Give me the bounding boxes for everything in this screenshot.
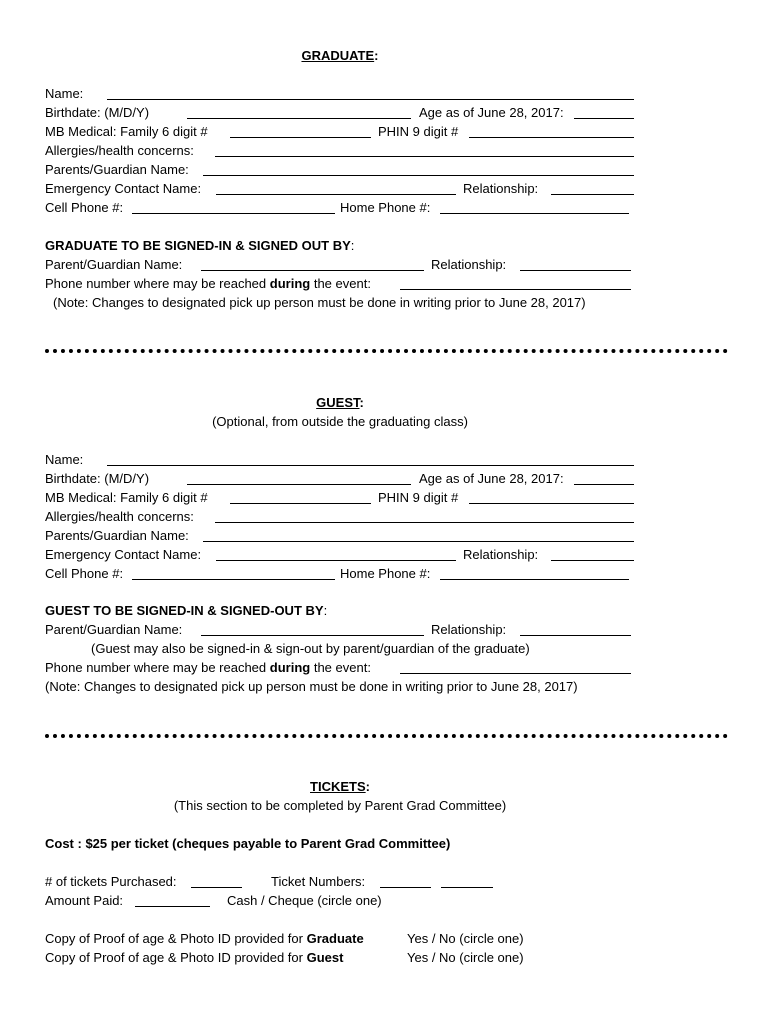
tickets-proof-guest-row [45, 948, 635, 967]
graduate-allergies-field[interactable] [215, 141, 634, 157]
graduate-fields [45, 84, 635, 217]
tickets-number-field-1[interactable] [380, 872, 431, 888]
tickets-section [45, 777, 635, 815]
tickets-subtitle-row [45, 796, 635, 815]
graduate-phin-field[interactable] [469, 122, 634, 138]
guest-relationship-field[interactable] [551, 545, 634, 561]
guest-signin-parent-row [45, 620, 635, 639]
graduate-birthdate-label: Birthdate: (M/D/Y) [45, 105, 150, 120]
graduate-home-field[interactable] [440, 198, 629, 214]
tickets-subtitle: (This section to be completed by Parent Grad Committee) [173, 798, 507, 813]
guest-emergency-label: Emergency Contact Name: [45, 547, 202, 562]
tickets-proof-guest-label: Copy of Proof of age & Photo ID provided for Guest [45, 950, 344, 965]
graduate-signin-parent-row [45, 255, 635, 274]
graduate-allergies-label: Allergies/health concerns: [45, 143, 194, 158]
graduate-signin-phone-label: Phone number where may be reached during the event: [45, 276, 371, 291]
tickets-proof-graduate-label: Copy of Proof of age & Photo ID provided for Graduate [45, 931, 364, 946]
guest-medical-label: MB Medical: Family 6 digit # [45, 490, 208, 505]
tickets-amount-row [45, 891, 635, 910]
guest-signin-relationship-label: Relationship: [431, 622, 507, 637]
tickets-heading-row: TICKETS: [310, 779, 370, 794]
guest-fields [45, 450, 635, 583]
graduate-emergency-row [45, 179, 635, 198]
guest-heading: GUEST [316, 395, 360, 410]
tickets-heading: TICKETS [310, 779, 366, 794]
guest-parents-row [45, 526, 635, 545]
graduate-signin-parent-label: Parent/Guardian Name: [45, 257, 183, 272]
guest-signin-phone-row [45, 658, 635, 677]
guest-age-field[interactable] [574, 469, 634, 485]
guest-medical-row [45, 488, 635, 507]
guest-phin-field[interactable] [469, 488, 634, 504]
graduate-allergies-row [45, 141, 635, 160]
guest-signin-note: (Note: Changes to designated pick up person must be done in writing prior to June 28, 2017) [45, 679, 578, 694]
graduate-cell-label: Cell Phone #: [45, 200, 124, 215]
guest-name-field[interactable] [107, 450, 634, 466]
graduate-parents-row [45, 160, 635, 179]
graduate-signin-note: (Note: Changes to designated pick up person must be done in writing prior to June 28, 2017) [53, 295, 586, 310]
guest-medical-field[interactable] [230, 488, 371, 504]
tickets-cost [45, 834, 635, 853]
tickets-purchased-field[interactable] [191, 872, 242, 888]
tickets-proof-graduate-yes-no[interactable]: Yes / No (circle one) [407, 931, 524, 946]
guest-name-row [45, 450, 635, 469]
graduate-age-field[interactable] [574, 103, 634, 119]
tickets-proof [45, 929, 635, 967]
guest-birthdate-label: Birthdate: (M/D/Y) [45, 471, 150, 486]
graduate-signin-phone-field[interactable] [400, 274, 631, 290]
graduate-heading: GRADUATE [301, 48, 375, 63]
graduate-signin-relationship-field[interactable] [520, 255, 631, 271]
tickets-amount-field[interactable] [135, 891, 210, 907]
graduate-medical-field[interactable] [230, 122, 371, 138]
tickets-proof-graduate-row [45, 929, 635, 948]
graduate-name-label: Name: [45, 86, 84, 101]
guest-cell-label: Cell Phone #: [45, 566, 124, 581]
graduate-signin-heading: GRADUATE TO BE SIGNED-IN & SIGNED OUT BY: [45, 238, 355, 253]
graduate-name-row [45, 84, 635, 103]
guest-signin-heading: GUEST TO BE SIGNED-IN & SIGNED-OUT BY: [45, 603, 328, 618]
graduate-name-field[interactable] [107, 84, 634, 100]
guest-section [45, 393, 635, 431]
guest-signin-section [45, 601, 635, 696]
guest-signin-relationship-field[interactable] [520, 620, 631, 636]
guest-signin-note-row [45, 677, 635, 696]
guest-subtitle-row [45, 412, 635, 431]
graduate-age-label: Age as of June 28, 2017: [419, 105, 564, 120]
guest-birthdate-row [45, 469, 635, 488]
guest-phone-row [45, 564, 635, 583]
guest-parents-field[interactable] [203, 526, 634, 542]
graduate-home-label: Home Phone #: [340, 200, 431, 215]
graduate-cell-field[interactable] [132, 198, 335, 214]
guest-age-label: Age as of June 28, 2017: [419, 471, 564, 486]
graduate-emergency-label: Emergency Contact Name: [45, 181, 202, 196]
tickets-amount-label: Amount Paid: [45, 893, 124, 908]
guest-signin-guest-note-row [45, 639, 635, 658]
guest-signin-phone-field[interactable] [400, 658, 631, 674]
guest-home-label: Home Phone #: [340, 566, 431, 581]
guest-parents-label: Parents/Guardian Name: [45, 528, 189, 543]
guest-allergies-field[interactable] [215, 507, 634, 523]
graduate-heading-row: GRADUATE: [301, 48, 379, 63]
tickets-numbers-label: Ticket Numbers: [271, 874, 366, 889]
guest-birthdate-field[interactable] [187, 469, 411, 485]
tickets-purchased-label: # of tickets Purchased: [45, 874, 177, 889]
guest-emergency-row [45, 545, 635, 564]
graduate-phin-label: PHIN 9 digit # [378, 124, 459, 139]
tickets-cost-text: Cost : $25 per ticket (cheques payable to Parent Grad Committee) [45, 836, 451, 851]
guest-phin-label: PHIN 9 digit # [378, 490, 459, 505]
graduate-signin-relationship-label: Relationship: [431, 257, 507, 272]
section-divider [45, 349, 728, 353]
guest-allergies-row [45, 507, 635, 526]
graduate-parents-field[interactable] [203, 160, 634, 176]
graduate-medical-label: MB Medical: Family 6 digit # [45, 124, 208, 139]
tickets-purchase [45, 872, 635, 910]
tickets-cash-cheque[interactable]: Cash / Cheque (circle one) [227, 893, 382, 908]
graduate-emergency-field[interactable] [216, 179, 456, 195]
guest-signin-heading-row [45, 601, 635, 620]
guest-subtitle: (Optional, from outside the graduating class) [212, 414, 468, 429]
tickets-number-field-2[interactable] [441, 872, 493, 888]
graduate-signin-section [45, 236, 635, 312]
graduate-relationship-field[interactable] [551, 179, 634, 195]
graduate-birthdate-row [45, 103, 635, 122]
guest-signin-parent-field[interactable] [201, 620, 424, 636]
graduate-medical-row [45, 122, 635, 141]
guest-signin-parent-label: Parent/Guardian Name: [45, 622, 183, 637]
tickets-purchased-row [45, 872, 635, 891]
graduate-birthdate-field[interactable] [187, 103, 411, 119]
graduate-signin-phone-row [45, 274, 635, 293]
graduate-signin-heading-row [45, 236, 635, 255]
graduate-signin-parent-field[interactable] [201, 255, 424, 271]
guest-emergency-field[interactable] [216, 545, 456, 561]
tickets-proof-guest-yes-no[interactable]: Yes / No (circle one) [407, 950, 524, 965]
graduate-phone-row [45, 198, 635, 217]
graduate-section [45, 46, 635, 65]
guest-allergies-label: Allergies/health concerns: [45, 509, 194, 524]
guest-heading-row: GUEST: [316, 395, 364, 410]
graduate-signin-note-row [45, 293, 635, 312]
guest-name-label: Name: [45, 452, 84, 467]
graduate-relationship-label: Relationship: [463, 181, 539, 196]
guest-cell-field[interactable] [132, 564, 335, 580]
tickets-cost-row [45, 834, 635, 853]
guest-home-field[interactable] [440, 564, 629, 580]
guest-relationship-label: Relationship: [463, 547, 539, 562]
section-divider [45, 734, 728, 738]
guest-signin-phone-label: Phone number where may be reached during the event: [45, 660, 371, 675]
guest-signin-guest-note: (Guest may also be signed-in & sign-out by parent/guardian of the graduate) [91, 641, 530, 656]
graduate-parents-label: Parents/Guardian Name: [45, 162, 189, 177]
